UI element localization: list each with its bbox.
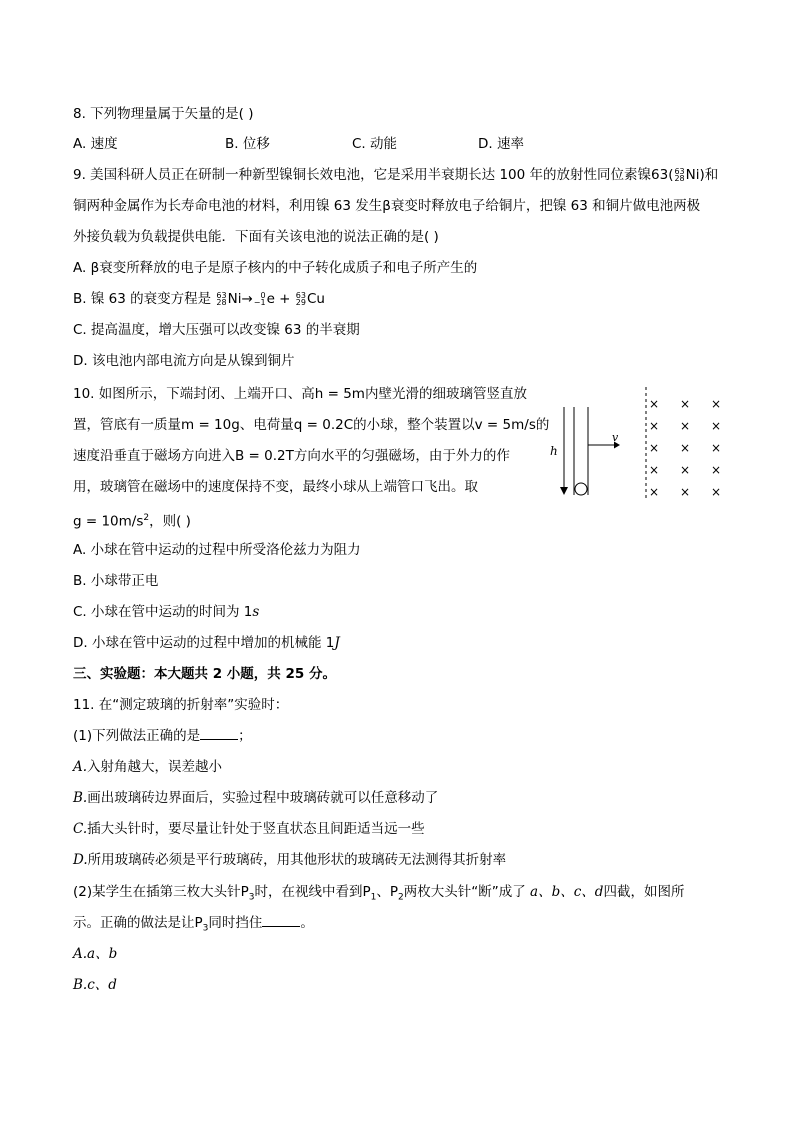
- field-cross: ×: [648, 397, 660, 411]
- q8-stem: 8. 下列物理量属于矢量的是( ): [73, 106, 254, 122]
- q10-option-c: C. 小球在管中运动的时间为 1s: [73, 604, 260, 620]
- field-cross: ×: [710, 441, 722, 455]
- field-cross: ×: [648, 463, 660, 477]
- field-cross: ×: [679, 397, 691, 411]
- q10-line-2: 置，管底有一质量m = 10g、电荷量q = 0.2C的小球，整个装置以v = 5m/s的: [73, 417, 550, 433]
- q11-answer-b: B.c、d: [73, 977, 117, 993]
- q8-option-d: D. 速率: [478, 136, 524, 152]
- q10-line-4: 用，玻璃管在磁场中的速度保持不变，最终小球从上端管口飞出。取: [73, 479, 478, 495]
- magnetic-field-crosses: [649, 397, 721, 499]
- q11-part-1: (1)下列做法正确的是 ；: [73, 728, 252, 744]
- field-cross: ×: [679, 419, 691, 433]
- section-3-heading: 三、实验题：本大题共 2 小题，共 25 分。: [73, 666, 336, 682]
- field-cross: ×: [679, 485, 691, 499]
- field-cross: ×: [710, 419, 722, 433]
- q10-option-d: D. 小球在管中运动的过程中增加的机械能 1J: [73, 635, 340, 651]
- height-arrowhead: [560, 487, 568, 495]
- q8-option-a: A. 速度: [73, 136, 118, 152]
- answer-blank: [262, 914, 300, 927]
- q9-line-3: 外接负载为负载提供电能．下面有关该电池的说法正确的是( ): [73, 229, 439, 245]
- q10-line-3: 速度沿垂直于磁场方向进入B = 0.2T方向水平的匀强磁场，由于外力的作: [73, 448, 510, 464]
- q9-ni-isotope: 63 28: [674, 167, 685, 183]
- q11-option-d: D.所用玻璃砖必须是平行玻璃砖，用其他形状的玻璃砖无法测得其折射率: [73, 852, 507, 868]
- q9-option-d: D. 该电池内部电流方向是从镍到铜片: [73, 353, 295, 369]
- field-cross: ×: [679, 441, 691, 455]
- q10-line-1: 10. 如图所示，下端封闭、上端开口、高h = 5m内壁光滑的细玻璃管竖直放: [73, 386, 527, 402]
- q10-option-b: B. 小球带正电: [73, 573, 159, 589]
- q8-option-b: B. 位移: [225, 136, 270, 152]
- field-cross: ×: [679, 463, 691, 477]
- decay-equation: 63 28 Ni→ 0 −1 e + 63 29 Cu: [216, 291, 325, 307]
- h-label: h: [550, 444, 558, 458]
- q10-option-a: A. 小球在管中运动的过程中所受洛伦兹力为阻力: [73, 542, 361, 558]
- field-cross: ×: [710, 485, 722, 499]
- q11-option-c: C.插大头针时，要尽量让针处于竖直状态且间距适当远一些: [73, 821, 425, 837]
- answer-blank: [200, 727, 238, 740]
- v-label: v: [612, 431, 619, 444]
- q11-part-2-line-1: (2)某学生在插第三枚大头针$P_3$时，在视线中看到$P_1$、$P_2$两枚大头针“断”成了 a、b、c、d四截，如图所: [73, 884, 685, 903]
- field-cross: ×: [648, 485, 660, 499]
- q10-line-5: $g = 10m/s^2$，则( ): [73, 513, 191, 530]
- q9-option-c: C. 提高温度，增大压强可以改变镍 63 的半衰期: [73, 322, 360, 338]
- field-cross: ×: [648, 419, 660, 433]
- q8-options: [73, 135, 673, 153]
- field-cross: ×: [710, 397, 722, 411]
- q11-option-b: B.画出玻璃砖边界面后，实验过程中玻璃砖就可以任意移动了: [73, 790, 439, 806]
- q10-figure: [540, 383, 730, 503]
- q11-answer-a: A.a、b: [73, 946, 118, 962]
- q11-option-a: A.入射角越大，误差越小: [73, 759, 223, 775]
- q8-option-c: C. 动能: [352, 136, 398, 152]
- field-cross: ×: [648, 441, 660, 455]
- q9-option-a: A. β衰变所释放的电子是原子核内的中子转化成质子和电子所产生的: [73, 260, 478, 276]
- q9-line-2: 铜两种金属作为长寿命电池的材料，利用镍 63 发生β衰变时释放电子给铜片，把镍 63 和铜片做电池两极: [73, 198, 701, 214]
- q9-option-b: B. 镍 63 的衰变方程是 63 28 Ni→ 0 −1 e + 63 29 Cu: [73, 291, 325, 307]
- q11-stem: 11. 在“测定玻璃的折射率”实验时：: [73, 697, 289, 713]
- q11-part-2-line-2: 示。正确的做法是让$P_3$同时挡住 。: [73, 915, 314, 934]
- q9-line-1: 9. 美国科研人员正在研制一种新型镍铜长效电池，它是采用半衰期长达 100 年的放射性同位素镍63( 63 28 Ni)和: [73, 167, 719, 183]
- ball: [575, 483, 587, 495]
- field-cross: ×: [710, 463, 722, 477]
